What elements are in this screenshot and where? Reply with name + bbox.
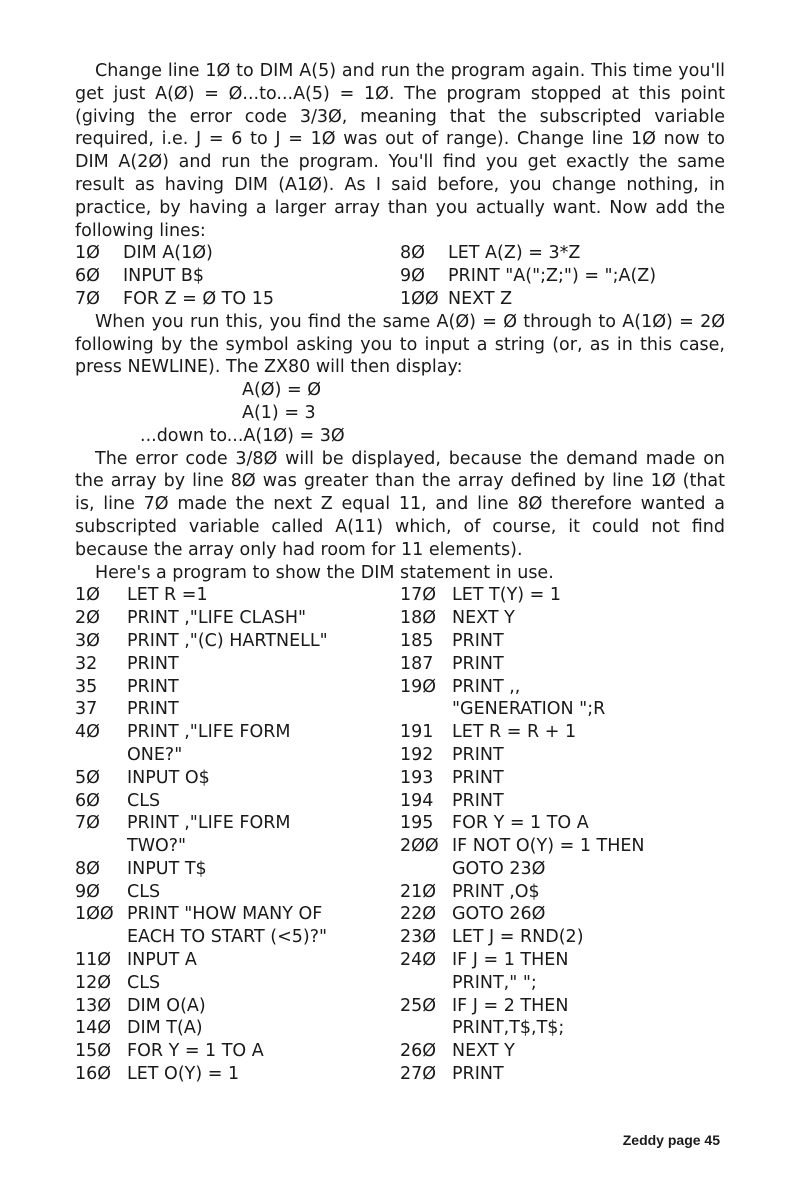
line-number: 19Ø: [400, 676, 437, 697]
statement: PRINT ,"LIFE FORM: [127, 722, 291, 743]
statement: DIM A(1Ø): [123, 243, 213, 264]
statement: LET T(Y) = 1: [452, 585, 562, 606]
statement: ONE?": [127, 744, 183, 765]
line-number: 8Ø: [75, 858, 100, 879]
statement: EACH TO START (<5)?": [127, 927, 328, 948]
line-number: 27Ø: [400, 1064, 437, 1085]
line-number: 8Ø: [400, 243, 425, 264]
code-line: [400, 858, 725, 881]
code-line: [75, 881, 400, 904]
program-intro: Here's a program to show the DIM statement in use.: [95, 562, 554, 583]
code-line: [75, 265, 400, 288]
statement: INPUT A: [127, 950, 197, 971]
line-number: 194: [400, 790, 434, 811]
error-paragraph: The error code 3/8Ø will be displayed, because the demand made on the array by line 8Ø was greater than the array defined by line 1Ø (that is, line 7Ø made the next Z equal 11, and line 8Ø therefore wanted a subscripted variable called A(11) which, of course, it could not find because the array only had room for 11 elements).: [75, 448, 725, 560]
code-line: [75, 607, 400, 630]
display-line: A(Ø) = Ø: [242, 380, 321, 401]
code-line: [75, 995, 400, 1018]
line-number: [400, 1017, 452, 1040]
statement: LET R =1: [127, 585, 208, 606]
line-number: 35: [75, 676, 98, 697]
display-line: A(1) = 3: [242, 402, 316, 423]
statement: FOR Y = 1 TO A: [452, 813, 589, 834]
line-number: [75, 744, 127, 767]
intro-paragraph: Change line 1Ø to DIM A(5) and run the program again. This time you'll get just A(Ø) = Ø...to...A(5) = 1Ø. The program stopped at this point (giving the error code 3/3Ø, meaning that the subscripted variable required, i.e. J = 6 to J = 1Ø was out of range). Change line 1Ø now to DIM A(2Ø) and run the program. You'll find you get exactly the same result as having DIM (A1Ø). As I said before, you change nothing, in practice, by having a larger array than you actually want. Now add the following lines:: [75, 61, 725, 241]
line-number: 7Ø: [75, 288, 100, 309]
line-number: 1ØØ: [400, 288, 439, 309]
statement: LET R = R + 1: [452, 722, 577, 743]
line-number: 3Ø: [75, 630, 100, 651]
line-number: 23Ø: [400, 927, 437, 948]
code-line: [75, 676, 400, 699]
code-line: [400, 584, 725, 607]
statement: PRINT ,"LIFE FORM: [127, 813, 291, 834]
code-line: [400, 744, 725, 767]
code-line: [400, 972, 725, 995]
statement: PRINT ,"LIFE CLASH": [127, 608, 307, 629]
line-number: 1ØØ: [75, 904, 114, 925]
code-line: [400, 835, 725, 858]
line-number: 192: [400, 744, 434, 765]
page-footer: Zeddy page 45: [622, 1132, 720, 1148]
code-line: [400, 1063, 725, 1086]
line-number: [75, 926, 127, 949]
line-number: 26Ø: [400, 1041, 437, 1062]
line-number: 17Ø: [400, 585, 437, 606]
line-number: 12Ø: [75, 972, 112, 993]
line-number: 24Ø: [400, 950, 437, 971]
code-line: [400, 630, 725, 653]
line-number: 9Ø: [400, 266, 425, 287]
line-number: 21Ø: [400, 881, 437, 902]
statement: PRINT ,"(C) HARTNELL": [127, 630, 328, 651]
line-number: [400, 858, 452, 881]
code-line: [75, 858, 400, 881]
code-line: [75, 790, 400, 813]
line-number: 5Ø: [75, 767, 100, 788]
statement: IF NOT O(Y) = 1 THEN: [452, 836, 645, 857]
statement: PRINT ,,: [452, 676, 521, 697]
statement: PRINT: [452, 767, 504, 788]
statement: PRINT: [452, 1064, 504, 1085]
statement: PRINT: [127, 676, 179, 697]
line-number: 4Ø: [75, 722, 100, 743]
statement: GOTO 23Ø: [452, 858, 546, 879]
statement: LET J = RND(2): [452, 927, 584, 948]
statement: INPUT O$: [127, 767, 210, 788]
listing-1-right: [400, 242, 725, 310]
book-page: [75, 60, 725, 1086]
code-line: [75, 584, 400, 607]
display-output: [75, 379, 725, 447]
statement: PRINT: [452, 790, 504, 811]
line-number: 13Ø: [75, 995, 112, 1016]
statement: FOR Z = Ø TO 15: [123, 288, 274, 309]
line-number: 11Ø: [75, 950, 112, 971]
statement: PRINT: [452, 744, 504, 765]
code-line: [400, 790, 725, 813]
code-line: [400, 767, 725, 790]
code-line: [400, 288, 725, 311]
line-number: 2Ø: [75, 608, 100, 629]
code-line: [75, 1063, 400, 1086]
statement: GOTO 26Ø: [452, 904, 546, 925]
code-line: [400, 698, 725, 721]
code-line: [75, 835, 400, 858]
line-number: 18Ø: [400, 608, 437, 629]
statement: INPUT T$: [127, 858, 207, 879]
statement: PRINT "A(";Z;") = ";A(Z): [448, 266, 657, 287]
code-line: [400, 995, 725, 1018]
code-line: [75, 698, 400, 721]
line-number: 6Ø: [75, 266, 100, 287]
code-line: [75, 812, 400, 835]
line-number: 193: [400, 767, 434, 788]
code-line: [400, 653, 725, 676]
statement: IF J = 2 THEN: [452, 995, 569, 1016]
code-line: [75, 721, 400, 744]
code-line: [400, 881, 725, 904]
statement: FOR Y = 1 TO A: [127, 1041, 264, 1062]
statement: CLS: [127, 881, 161, 902]
line-number: [400, 972, 452, 995]
line-number: 1Ø: [75, 585, 100, 606]
statement: IF J = 1 THEN: [452, 950, 569, 971]
statement: PRINT ,O$: [452, 881, 540, 902]
code-line: [75, 949, 400, 972]
code-line: [400, 903, 725, 926]
statement: NEXT Y: [452, 1041, 515, 1062]
statement: DIM T(A): [127, 1018, 203, 1039]
listing-2-left: [75, 584, 400, 1086]
display-line: ...down to...A(1Ø) = 3Ø: [140, 425, 345, 446]
code-line: [75, 653, 400, 676]
code-line: [75, 1017, 400, 1040]
code-line: [75, 903, 400, 926]
code-line: [400, 721, 725, 744]
line-number: 37: [75, 699, 98, 720]
line-number: [75, 835, 127, 858]
statement: "GENERATION ";R: [452, 699, 606, 720]
line-number: 195: [400, 813, 434, 834]
line-number: 16Ø: [75, 1064, 112, 1085]
line-number: 187: [400, 653, 434, 674]
listing-2: [75, 584, 725, 1086]
statement: TWO?": [127, 836, 187, 857]
line-number: 185: [400, 630, 434, 651]
statement: PRINT: [127, 699, 179, 720]
line-number: 25Ø: [400, 995, 437, 1016]
statement: INPUT B$: [123, 266, 205, 287]
code-line: [400, 265, 725, 288]
statement: PRINT: [452, 653, 504, 674]
code-line: [75, 288, 400, 311]
code-line: [400, 1017, 725, 1040]
statement: NEXT Z: [448, 288, 513, 309]
line-number: 1Ø: [75, 243, 100, 264]
line-number: [400, 698, 452, 721]
listing-1: [75, 242, 725, 310]
code-line: [400, 949, 725, 972]
code-line: [75, 926, 400, 949]
listing-1-left: [75, 242, 400, 310]
statement: CLS: [127, 972, 161, 993]
line-number: 9Ø: [75, 881, 100, 902]
line-number: 22Ø: [400, 904, 437, 925]
code-line: [400, 812, 725, 835]
line-number: 2ØØ: [400, 836, 439, 857]
line-number: 14Ø: [75, 1018, 112, 1039]
line-number: 32: [75, 653, 98, 674]
code-line: [400, 242, 725, 265]
run-paragraph: When you run this, you find the same A(Ø) = Ø through to A(1Ø) = 2Ø following by the symbol asking you to input a string (or, as in this case, press NEWLINE). The ZX80 will then display:: [75, 311, 725, 378]
statement: DIM O(A): [127, 995, 206, 1016]
code-line: [400, 1040, 725, 1063]
code-line: [400, 676, 725, 699]
code-line: [75, 242, 400, 265]
statement: PRINT,T$,T$;: [452, 1018, 565, 1039]
code-line: [75, 630, 400, 653]
statement: NEXT Y: [452, 608, 515, 629]
code-line: [75, 1040, 400, 1063]
code-line: [75, 744, 400, 767]
statement: LET O(Y) = 1: [127, 1064, 240, 1085]
code-line: [75, 972, 400, 995]
statement: PRINT," ";: [452, 972, 537, 993]
statement: PRINT: [127, 653, 179, 674]
listing-2-right: [400, 584, 725, 1086]
statement: LET A(Z) = 3*Z: [448, 243, 581, 264]
line-number: 7Ø: [75, 813, 100, 834]
code-line: [400, 926, 725, 949]
code-line: [400, 607, 725, 630]
statement: PRINT "HOW MANY OF: [127, 904, 323, 925]
code-line: [75, 767, 400, 790]
statement: CLS: [127, 790, 161, 811]
line-number: 191: [400, 722, 434, 743]
line-number: 6Ø: [75, 790, 100, 811]
line-number: 15Ø: [75, 1041, 112, 1062]
statement: PRINT: [452, 630, 504, 651]
